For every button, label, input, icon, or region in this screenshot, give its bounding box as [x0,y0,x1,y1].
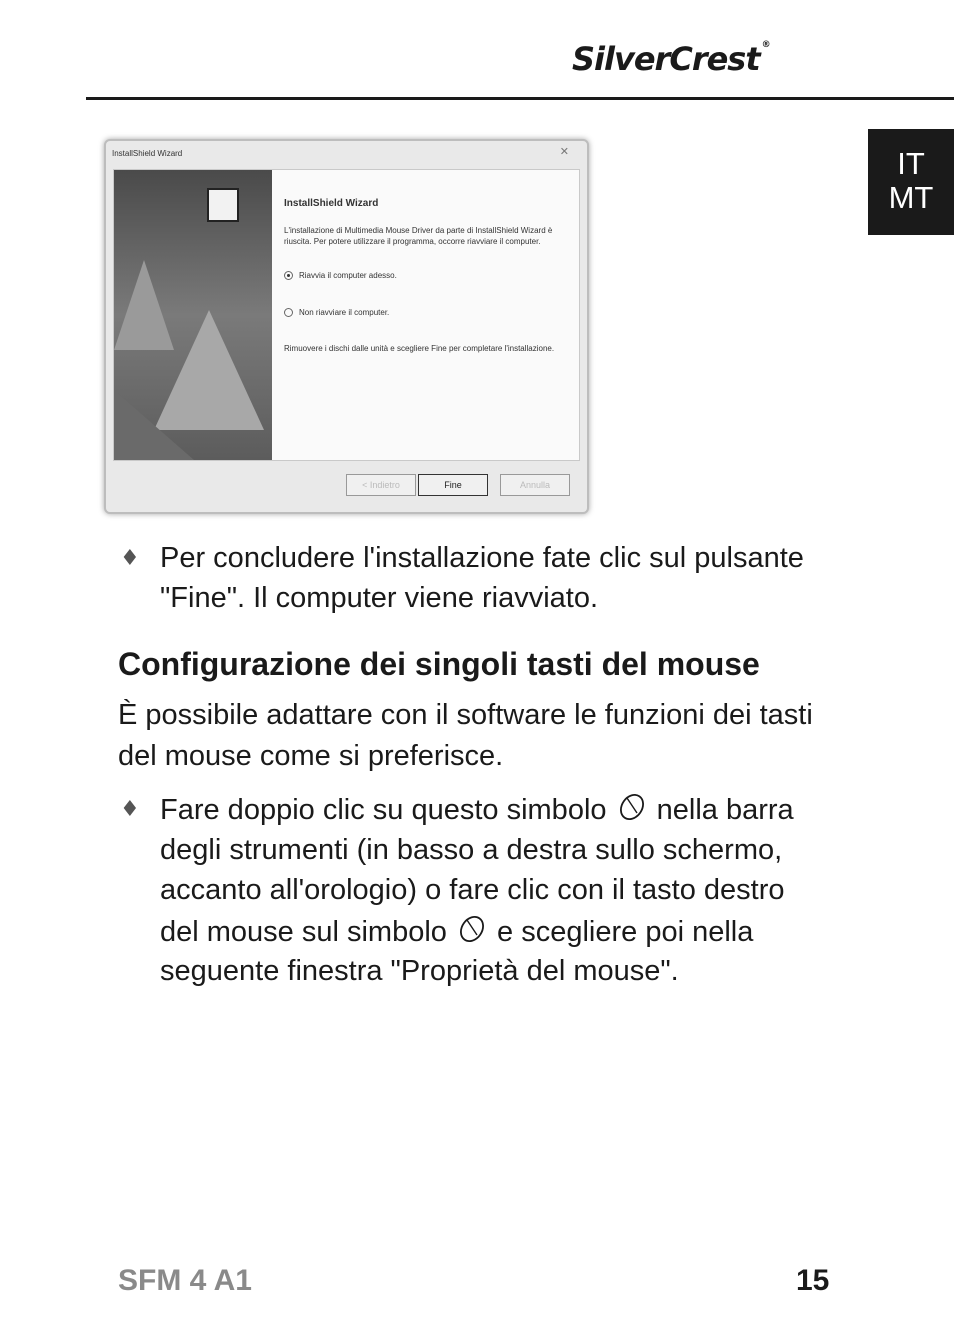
bullet2-line1-b: nella barra [656,794,794,826]
header-rule [86,97,954,100]
bullet1-line2: "Fine". Il computer viene riavviato. [160,582,599,614]
cancel-button[interactable]: Annulla [500,474,570,496]
option-restart-now-label: Riavvia il computer adesso. [299,271,397,280]
bullet-icon: ♦ [120,797,140,822]
bullet2-line5: seguente finestra "Proprietà del mouse". [160,955,679,987]
option-restart-now[interactable] [284,271,569,280]
mountains-graphic [114,170,272,460]
section-intro-line2: del mouse come si preferisce. [118,740,504,772]
dialog-heading: InstallShield Wizard [284,198,379,209]
mouse-icon [615,789,649,821]
dialog-note: Rimuovere i dischi dalle unità e scegliere Fine per completare l'installazione. [284,344,555,353]
section-title: Configurazione dei singoli tasti del mouse [118,646,760,682]
back-button[interactable]: < Indietro [346,474,416,496]
footer-model: SFM 4 A1 [118,1264,252,1297]
lang-it: IT [897,146,925,181]
dialog-message: L'installazione di Multimedia Mouse Driver da parte di InstallShield Wizard è riuscita. Per potere utilizzare il programma, occorre riavviare il computer. [284,226,553,246]
installshield-dialog [104,139,589,514]
bullet2-line4-b: e scegliere poi nella [497,916,754,948]
bullet2-line1 [160,789,794,830]
dialog-button-bar [106,459,587,514]
brand-logo: SilverCrest ® [572,40,770,78]
page-number: 15 [796,1264,830,1297]
bullet2-line4-a: del mouse sul simbolo [160,916,447,948]
language-tab [868,129,954,235]
bullet2-line1-a: Fare doppio clic su questo simbolo [160,794,607,826]
dialog-content [284,198,569,354]
dialog-body [113,169,580,461]
finish-button[interactable]: Fine [418,474,488,496]
lang-mt: MT [888,180,934,215]
dialog-side-graphic [114,170,272,460]
radio-selected-icon[interactable] [284,271,293,280]
section-intro-line1: È possibile adattare con il software le funzioni dei tasti [118,699,813,731]
dialog-title: InstallShield Wizard [112,149,183,158]
close-icon[interactable]: ✕ [559,145,569,158]
installer-icon [207,188,239,222]
bullet1-line1: Per concludere l'installazione fate clic sul pulsante [160,542,804,574]
option-no-restart-label: Non riavviare il computer. [299,308,390,317]
mouse-icon [455,911,489,943]
bullet2-line4 [160,911,753,952]
bullet2-line3: accanto all'orologio) o fare clic con il tasto destro [160,874,785,906]
bullet-icon: ♦ [120,546,140,571]
bullet2-line2: degli strumenti (in basso a destra sullo schermo, [160,834,783,866]
option-no-restart[interactable] [284,308,569,317]
radio-unselected-icon[interactable] [284,308,293,317]
